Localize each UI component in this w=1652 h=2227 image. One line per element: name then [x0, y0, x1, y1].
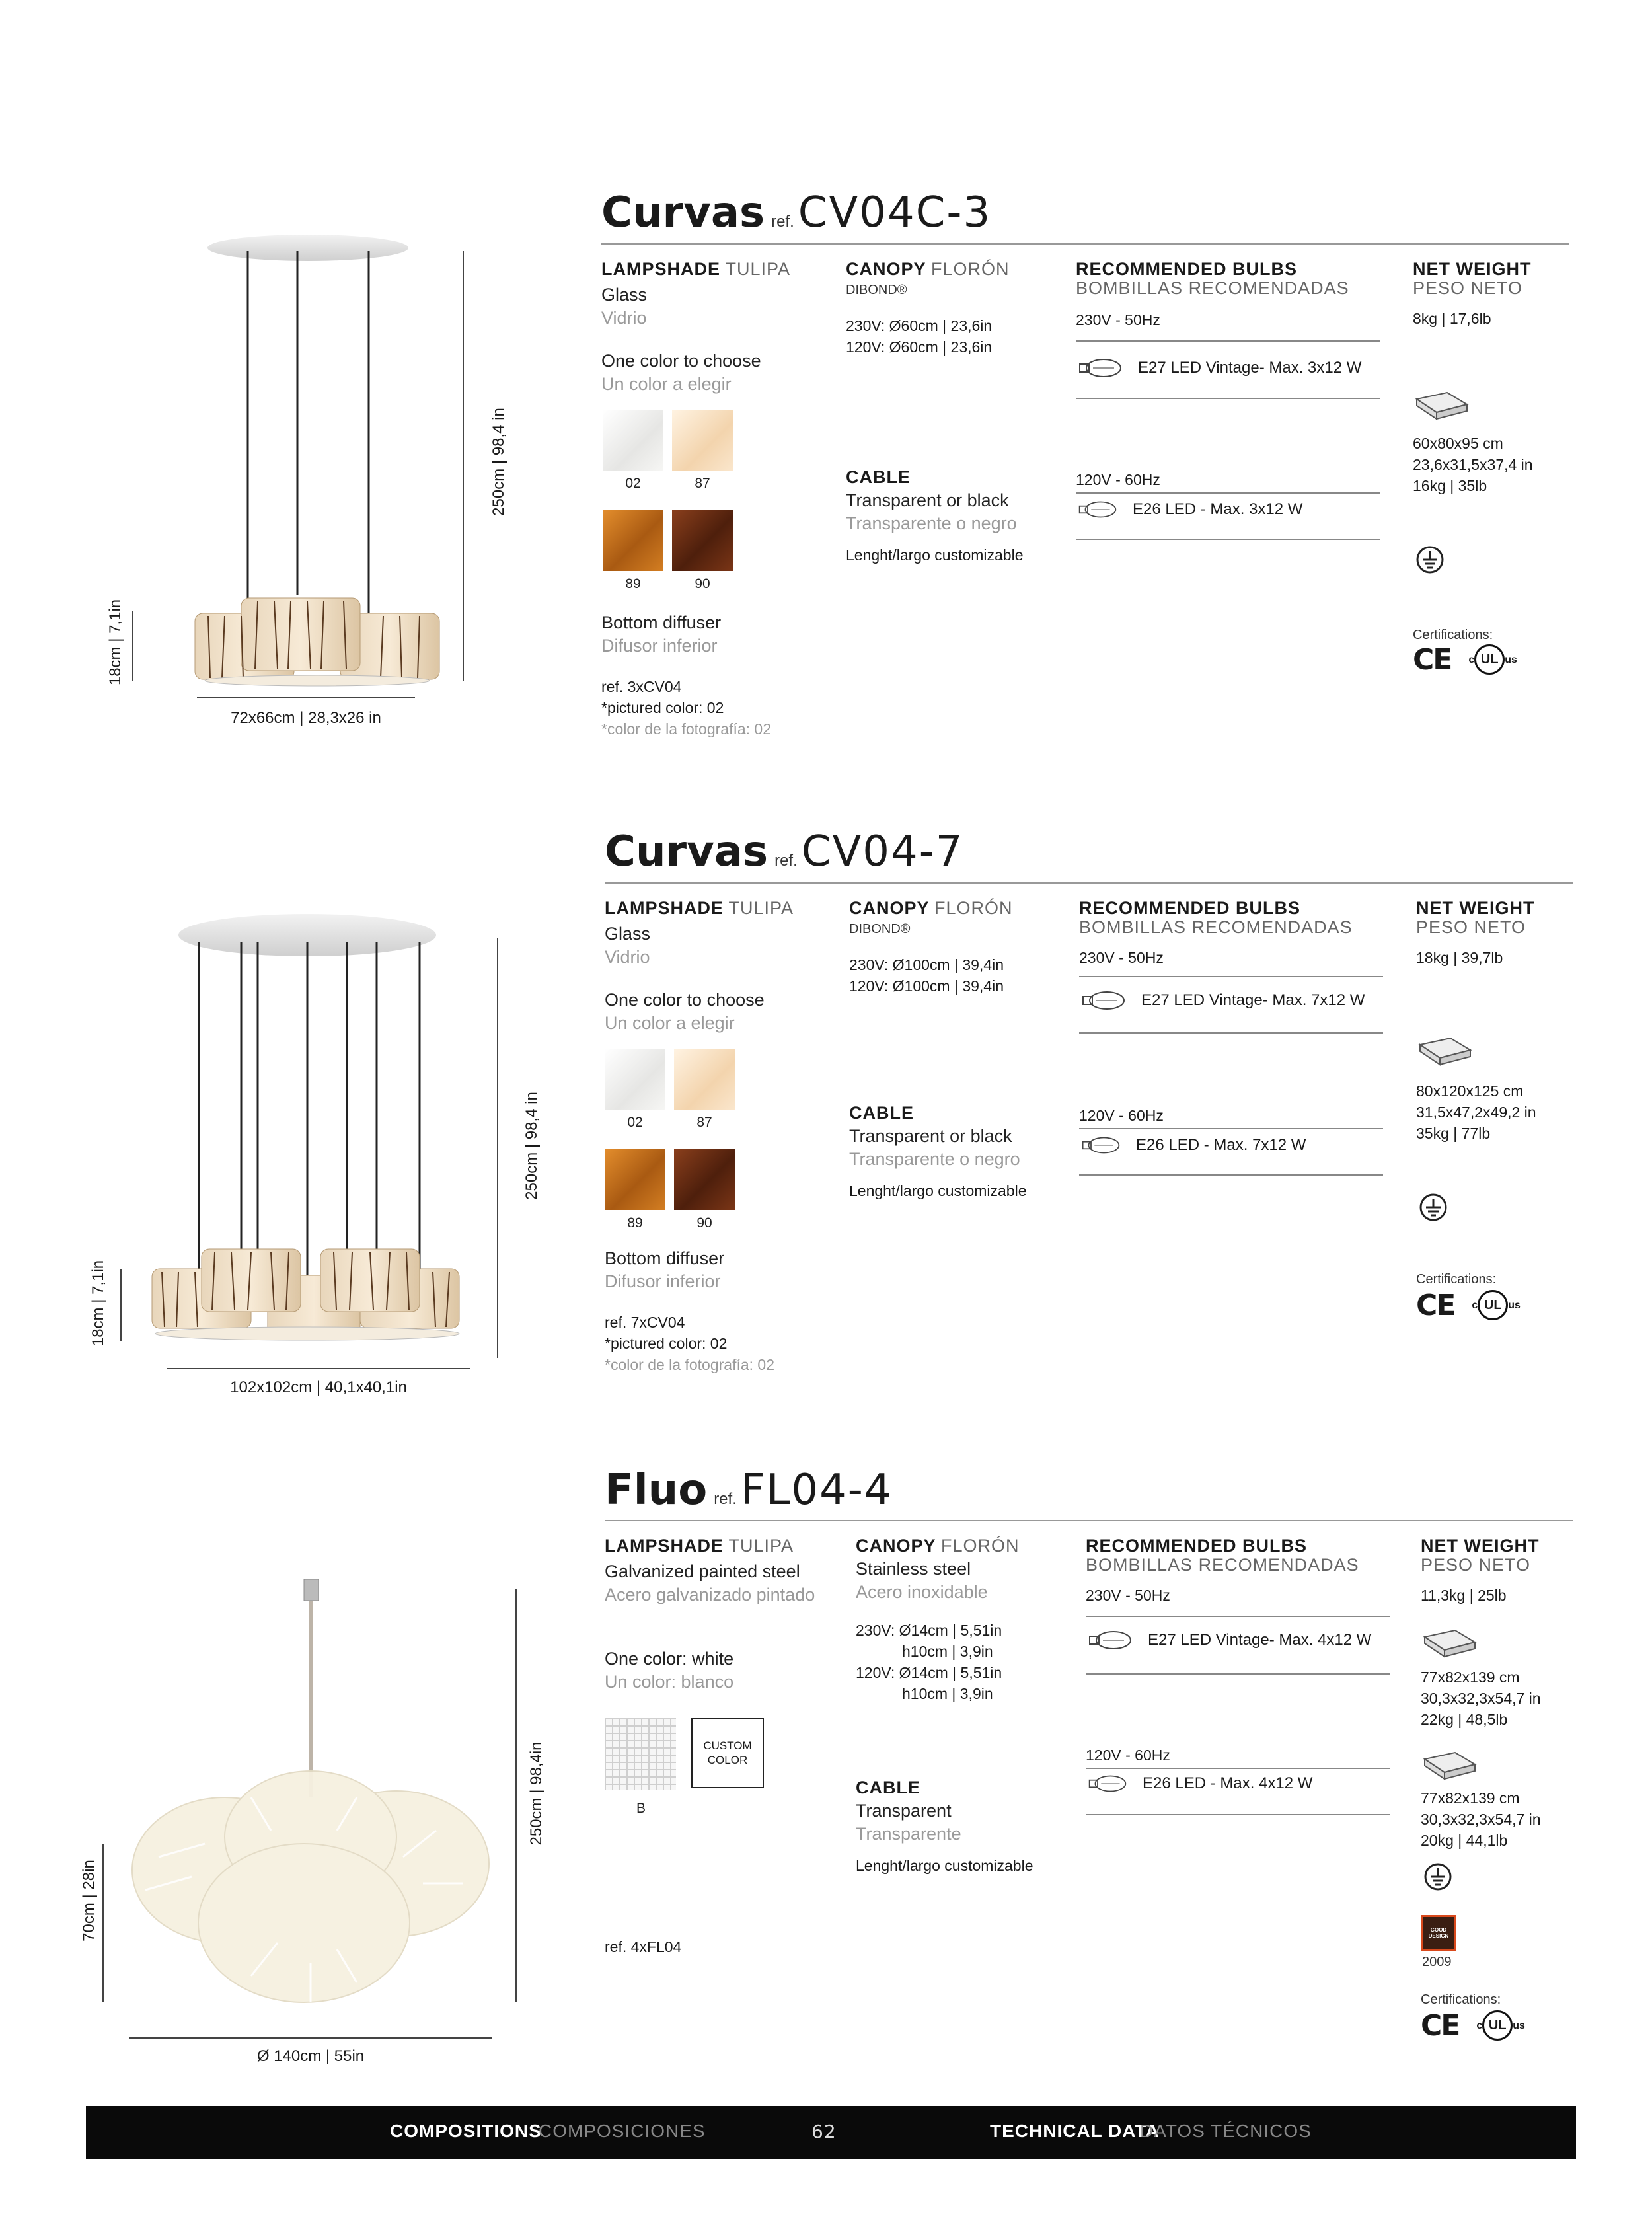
cable-label: CABLE — [846, 467, 911, 487]
cert-label: Certifications: — [1421, 1992, 1501, 2007]
swatch-code: 89 — [625, 576, 641, 591]
lampshade-column — [605, 897, 829, 1035]
pictured-color-es: *color de la fotografía: 02 — [605, 1356, 774, 1373]
ul-us: us — [1508, 1299, 1521, 1311]
canopy-column — [846, 258, 1064, 358]
ground-icon — [1419, 1193, 1448, 1222]
height-dim: 250cm | 98,4 in — [490, 408, 507, 516]
cable-note: Lenght/largo customizable — [849, 1182, 1027, 1199]
canopy-column — [856, 1534, 1074, 1704]
lampshade-label: LAMPSHADE — [605, 898, 724, 918]
cable-note: Lenght/largo customizable — [846, 547, 1024, 564]
footer-left: COMPOSITIONS — [390, 2121, 542, 2141]
bulb-120 — [1087, 1774, 1312, 1793]
bulb-rule — [1086, 1673, 1390, 1675]
package-dims-in: 30,3x32,3x54,7 in — [1421, 1690, 1541, 1707]
bulb-rule — [1079, 1128, 1383, 1129]
material-es: Vidrio — [605, 947, 650, 967]
cable: Transparent or black — [846, 490, 1009, 510]
cable-label: CABLE — [849, 1103, 914, 1123]
net-weight: 18kg | 39,7lb — [1416, 949, 1503, 966]
package-dims-in: 31,5x47,2x49,2 in — [1416, 1104, 1536, 1121]
swatch-code: 90 — [695, 576, 710, 591]
ul-circle: UL — [1482, 2010, 1513, 2041]
bulbs-column — [1079, 897, 1390, 968]
product-title — [605, 827, 964, 876]
swatch-code: 87 — [695, 476, 710, 491]
bulb-230 — [1080, 989, 1365, 1012]
award-year: 2009 — [1422, 1955, 1452, 1969]
bulb-icon — [1087, 1629, 1133, 1651]
width-dim: 72x66cm | 28,3x26 in — [231, 709, 381, 727]
swatch-02[interactable] — [605, 1049, 665, 1110]
lampshade-column — [605, 1534, 836, 1694]
page-number: 62 — [811, 2121, 837, 2142]
ul-us: us — [1513, 2019, 1525, 2031]
cert-label: Certifications: — [1413, 628, 1493, 642]
cert-row — [1421, 2010, 1525, 2041]
product-name: Curvas — [605, 827, 769, 876]
canopy-dim: h10cm | 3,9in — [902, 1685, 993, 1702]
material: Galvanized painted steel — [605, 1562, 800, 1581]
voltage-120: 120V - 60Hz — [1086, 1747, 1170, 1764]
canopy-material-es: Acero inoxidable — [856, 1582, 988, 1602]
color-note: One color to choose — [601, 351, 761, 371]
ref-line: ref. 3xCV04 — [601, 678, 682, 695]
ce-mark-icon: CE — [1413, 642, 1452, 677]
canopy-dim: 120V: Ø14cm | 5,51in — [856, 1664, 1002, 1681]
pictured-color-es: *color de la fotografía: 02 — [601, 720, 771, 737]
ul-mark-icon — [1472, 1290, 1521, 1320]
color-note-es: Un color: blanco — [605, 1672, 734, 1692]
canopy-dim: 120V: Ø60cm | 23,6in — [846, 338, 993, 356]
package-dims: 77x82x139 cm — [1421, 1790, 1520, 1807]
pictured-color: *pictured color: 02 — [601, 699, 724, 716]
bulb-rule — [1076, 539, 1380, 540]
cable: Transparent or black — [849, 1126, 1012, 1146]
canopy-label-es: FLORÓN — [934, 898, 1013, 918]
shade-height-dim: 70cm | 28in — [80, 1860, 98, 1942]
cable: Transparent — [856, 1801, 952, 1821]
lampshade-label-es: TULIPA — [728, 898, 794, 918]
weight-label-es: PESO NETO — [1416, 917, 1526, 937]
package-weight: 20kg | 44,1lb — [1421, 1832, 1508, 1849]
cert-row — [1416, 1290, 1521, 1320]
canopy-dim: 230V: Ø100cm | 39,4in — [849, 956, 1004, 973]
swatch-90[interactable] — [672, 510, 733, 571]
color-note: One color: white — [605, 1649, 734, 1669]
height-dim-line — [497, 938, 498, 1358]
bulb-rule — [1079, 1032, 1383, 1034]
package-dims: 80x120x125 cm — [1416, 1082, 1524, 1100]
bulb-230-spec: E27 LED Vintage- Max. 4x12 W — [1148, 1631, 1372, 1649]
cable-es: Transparente — [856, 1824, 961, 1844]
lampshade-label: LAMPSHADE — [605, 1536, 724, 1556]
bulbs-label: RECOMMENDED BULBS — [1076, 259, 1298, 279]
bulb-rule — [1079, 1174, 1383, 1176]
footer-right: TECHNICAL DATA — [990, 2121, 1160, 2141]
cable-block — [856, 1776, 1074, 1876]
swatch-87[interactable] — [674, 1049, 735, 1110]
pallet-icon — [1414, 390, 1470, 423]
product-code: CV04-7 — [801, 827, 964, 876]
fluo-drawing — [119, 1579, 502, 2035]
swatch-b[interactable] — [605, 1718, 676, 1790]
cable-block — [849, 1102, 1067, 1201]
material-es: Vidrio — [601, 308, 647, 328]
product-name: Curvas — [601, 188, 765, 237]
ref-label: ref. — [714, 1490, 737, 1508]
ref-line: ref. 4xFL04 — [605, 1938, 682, 1955]
bulb-230 — [1087, 1629, 1371, 1651]
width-dim-line — [197, 697, 415, 698]
weight-label: NET WEIGHT — [1416, 898, 1535, 918]
cable-block — [846, 466, 1064, 566]
ul-c: c — [1476, 2019, 1483, 2031]
width-dim: 102x102cm | 40,1x40,1in — [230, 1378, 407, 1396]
bulb-120 — [1080, 1135, 1306, 1155]
bulb-rule — [1076, 492, 1380, 494]
bulbs-column — [1086, 1534, 1396, 1606]
net-weight: 8kg | 17,6lb — [1413, 310, 1491, 327]
voltage-230: 230V - 50Hz — [1086, 1587, 1170, 1604]
bulb-230-spec: E27 LED Vintage- Max. 3x12 W — [1138, 359, 1362, 377]
swatch-code: B — [636, 1801, 646, 1816]
voltage-120: 120V - 60Hz — [1076, 471, 1160, 488]
height-dim: 250cm | 98,4 in — [523, 1092, 541, 1200]
canopy-dim: h10cm | 3,9in — [902, 1643, 993, 1660]
cable-es: Transparente o negro — [849, 1149, 1020, 1169]
good-design-award-icon — [1421, 1915, 1456, 1951]
width-dim: Ø 140cm | 55in — [256, 2047, 365, 2065]
product-title — [601, 188, 991, 237]
weight-column — [1421, 1534, 1579, 1606]
canopy-material: DIBOND® — [849, 922, 911, 936]
net-weight: 11,3kg | 25lb — [1421, 1587, 1507, 1604]
shade-height-dim-line — [132, 611, 133, 681]
cable-note: Lenght/largo customizable — [856, 1857, 1033, 1874]
voltage-230: 230V - 50Hz — [1079, 949, 1164, 966]
height-dim-line — [463, 251, 464, 681]
ul-c: c — [1468, 654, 1475, 665]
ul-circle: UL — [1478, 1290, 1508, 1320]
package-dims: 77x82x139 cm — [1421, 1669, 1520, 1686]
title-rule — [605, 1520, 1573, 1521]
bulb-120-spec: E26 LED - Max. 4x12 W — [1143, 1774, 1313, 1792]
material: Glass — [605, 924, 651, 944]
bulb-120-spec: E26 LED - Max. 7x12 W — [1136, 1136, 1306, 1154]
package-block — [1416, 1080, 1581, 1144]
canopy-material: DIBOND® — [846, 283, 907, 297]
bulb-rule — [1076, 398, 1380, 399]
page-footer — [86, 2106, 1576, 2159]
lampshade-label: LAMPSHADE — [601, 259, 721, 279]
width-dim-line — [129, 2037, 492, 2039]
shade-height-dim: 18cm | 7,1in — [89, 1260, 107, 1347]
weight-column — [1413, 258, 1571, 329]
weight-label-es: PESO NETO — [1421, 1555, 1531, 1575]
canopy-dim: 230V: Ø14cm | 5,51in — [856, 1622, 1002, 1639]
bulbs-label: RECOMMENDED BULBS — [1079, 898, 1301, 918]
weight-column — [1416, 897, 1575, 968]
cable-es: Transparente o negro — [846, 513, 1017, 533]
bulbs-label-es: BOMBILLAS RECOMENDADAS — [1086, 1555, 1359, 1575]
diffuser-es: Difusor inferior — [601, 636, 718, 656]
swatch-90[interactable] — [674, 1149, 735, 1210]
pallet-icon — [1417, 1036, 1473, 1069]
package-dims-in: 23,6x31,5x37,4 in — [1413, 456, 1533, 473]
package-weight: 22kg | 48,5lb — [1421, 1711, 1508, 1728]
shade-height-dim-line — [102, 1844, 104, 2002]
ref-label: ref. — [774, 852, 798, 870]
package-dims-in: 30,3x32,3x54,7 in — [1421, 1811, 1541, 1828]
ground-icon — [1415, 545, 1445, 574]
lampshade-label-es: TULIPA — [725, 259, 791, 279]
ul-c: c — [1472, 1299, 1478, 1311]
pictured-color: *pictured color: 02 — [605, 1335, 728, 1352]
ref-line: ref. 7xCV04 — [605, 1314, 685, 1331]
bulbs-label: RECOMMENDED BULBS — [1086, 1536, 1308, 1556]
pallet-icon — [1422, 1628, 1478, 1661]
material: Glass — [601, 285, 648, 305]
voltage-230: 230V - 50Hz — [1076, 311, 1160, 328]
package-dims: 60x80x95 cm — [1413, 435, 1503, 452]
ground-icon — [1423, 1862, 1452, 1891]
weight-label: NET WEIGHT — [1421, 1536, 1540, 1556]
curvas-7-drawing — [142, 905, 486, 1355]
cert-row — [1413, 644, 1517, 675]
lampshade-label-es: TULIPA — [728, 1536, 794, 1556]
bulb-icon — [1077, 357, 1123, 379]
diffuser-block — [601, 611, 826, 739]
canopy-label-es: FLORÓN — [941, 1536, 1020, 1556]
bulbs-label-es: BOMBILLAS RECOMENDADAS — [1079, 917, 1353, 937]
ul-mark-icon — [1476, 2010, 1525, 2041]
voltage-120: 120V - 60Hz — [1079, 1107, 1164, 1124]
diffuser-es: Difusor inferior — [605, 1271, 721, 1291]
bulbs-label-es: BOMBILLAS RECOMENDADAS — [1076, 278, 1349, 298]
bulb-rule — [1086, 1768, 1390, 1769]
canopy-label: CANOPY — [846, 259, 926, 279]
curvas-3-drawing — [185, 225, 476, 700]
swatch-89[interactable] — [603, 510, 663, 571]
title-rule — [601, 243, 1569, 245]
swatch-code: 87 — [696, 1115, 712, 1130]
swatch-87[interactable] — [672, 410, 733, 471]
diffuser: Bottom diffuser — [605, 1248, 725, 1268]
award-label: GOOD DESIGN — [1428, 1927, 1449, 1939]
swatch-02[interactable] — [603, 410, 663, 471]
height-dim: 250cm | 98,4in — [527, 1741, 545, 1846]
swatch-code: 89 — [627, 1215, 643, 1230]
swatch-code: 02 — [627, 1115, 643, 1130]
footer-right-es: DATOS TÉCNICOS — [1140, 2121, 1312, 2141]
diffuser: Bottom diffuser — [601, 613, 722, 632]
ul-us: us — [1505, 654, 1517, 665]
ul-circle: UL — [1474, 644, 1505, 675]
product-code: FL04-4 — [740, 1466, 893, 1515]
lampshade-column — [601, 258, 826, 396]
canopy-material: Stainless steel — [856, 1559, 971, 1579]
canopy-label-es: FLORÓN — [931, 259, 1010, 279]
ref-label: ref. — [771, 213, 794, 231]
package-block — [1421, 1788, 1586, 1851]
bulb-rule — [1079, 976, 1383, 977]
bulb-rule — [1086, 1814, 1390, 1815]
cert-label: Certifications: — [1416, 1272, 1497, 1287]
bulb-rule — [1086, 1616, 1390, 1617]
bulb-230 — [1077, 357, 1361, 379]
product-code: CV04C-3 — [798, 188, 992, 237]
canopy-column — [849, 897, 1067, 997]
package-block — [1421, 1667, 1586, 1730]
swatch-code: 02 — [625, 476, 641, 491]
bulb-icon — [1080, 1135, 1121, 1155]
swatch-89[interactable] — [605, 1149, 665, 1210]
title-rule — [605, 882, 1573, 884]
canopy-label: CANOPY — [849, 898, 930, 918]
canopy-dim: 120V: Ø100cm | 39,4in — [849, 977, 1004, 995]
bulbs-column — [1076, 258, 1386, 330]
bulb-120 — [1077, 500, 1302, 519]
weight-label-es: PESO NETO — [1413, 278, 1523, 298]
product-name: Fluo — [605, 1466, 708, 1515]
diffuser-block — [605, 1247, 829, 1375]
package-weight: 35kg | 77lb — [1416, 1125, 1491, 1142]
canopy-dim: 230V: Ø60cm | 23,6in — [846, 317, 993, 334]
bulb-rule — [1076, 340, 1380, 342]
package-weight: 16kg | 35lb — [1413, 477, 1487, 494]
canopy-label: CANOPY — [856, 1536, 936, 1556]
swatch-code: 90 — [696, 1215, 712, 1230]
ul-mark-icon — [1468, 644, 1517, 675]
product-title — [605, 1466, 893, 1515]
weight-label: NET WEIGHT — [1413, 259, 1532, 279]
shade-height-dim-line — [120, 1269, 122, 1341]
pallet-icon — [1422, 1750, 1478, 1783]
color-note: One color to choose — [605, 990, 765, 1010]
bulb-icon — [1077, 500, 1118, 519]
bulb-120-spec: E26 LED - Max. 3x12 W — [1133, 500, 1303, 518]
color-note-es: Un color a elegir — [605, 1013, 735, 1033]
material-es: Acero galvanizado pintado — [605, 1585, 815, 1604]
shade-height-dim: 18cm | 7,1in — [106, 599, 124, 686]
color-note-es: Un color a elegir — [601, 374, 732, 394]
cable-label: CABLE — [856, 1778, 920, 1797]
bulb-icon — [1080, 989, 1127, 1012]
footer-left-es: COMPOSICIONES — [539, 2121, 706, 2141]
custom-color-button[interactable]: CUSTOM COLOR — [691, 1718, 764, 1788]
ce-mark-icon: CE — [1416, 1288, 1455, 1322]
bulb-icon — [1087, 1774, 1128, 1793]
package-block — [1413, 433, 1578, 496]
height-dim-line — [515, 1589, 517, 2002]
bulb-230-spec: E27 LED Vintage- Max. 7x12 W — [1141, 991, 1365, 1009]
ce-mark-icon: CE — [1421, 2008, 1460, 2043]
width-dim-line — [167, 1368, 470, 1369]
